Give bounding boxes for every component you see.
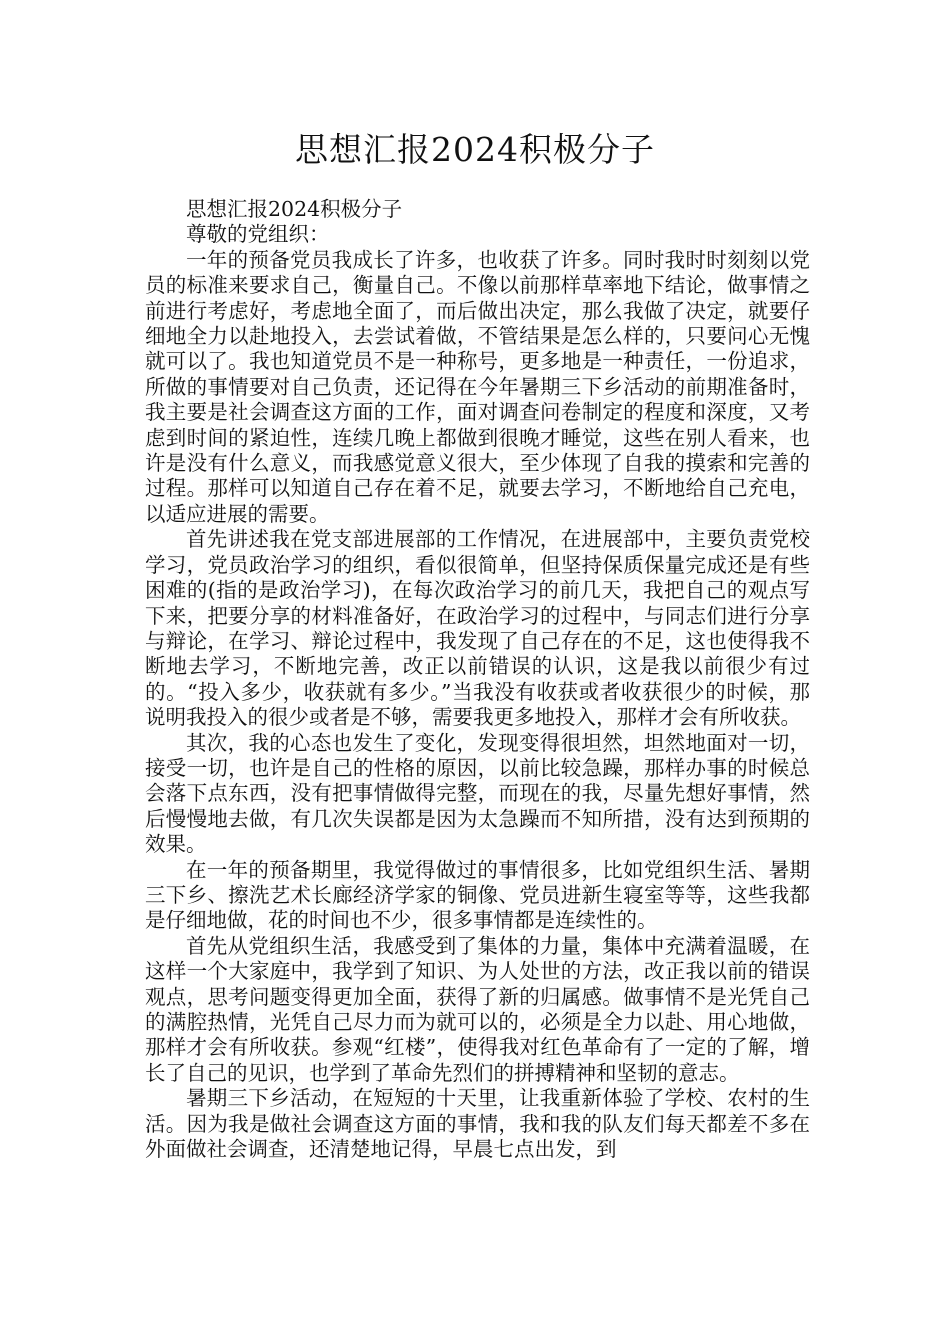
document-subtitle: 思想汇报2024积极分子 [186, 197, 403, 221]
paragraph-4: 在一年的预备期里，我觉得做过的事情很多，比如党组织生活、暑期三下乡、擦洗艺术长廊经济学家的铜像、党员进新生寝室等等，这些我都是仔细地做，花的时间也不少，很多事情都是连续性的。 [145, 857, 810, 933]
paragraph-6: 暑期三下乡活动，在短短的十天里，让我重新体验了学校、农村的生活。因为我是做社会调查这方面的事情，我和我的队友们每天都差不多在外面做社会调查，还清楚地记得，早晨七点出发，到 [145, 1086, 810, 1162]
paragraph-5: 首先从党组织生活，我感受到了集体的力量，集体中充满着温暖，在这样一个大家庭中，我学到了知识、为人处世的方法，改正我以前的错误观点，思考问题变得更加全面，获得了新的归属感。做事情不是光凭自己的满腔热情，光凭自己尽力而为就可以的，必须是全力以赴、用心地做，那样才会有所收获。参观“红楼”，使得我对红色革命有了一定的了解，增长了自己的见识，也学到了革命先烈们的拼搏精神和坚韧的意志。 [145, 933, 810, 1085]
paragraph-1: 一年的预备党员我成长了许多，也收获了许多。同时我时时刻刻以党员的标准来要求自己，衡量自己。不像以前那样草率地下结论，做事情之前进行考虑好，考虑地全面了，而后做出决定，那么我做了决定，就要仔细地全力以赴地投入，去尝试着做，不管结果是怎么样的，只要问心无愧就可以了。我也知道党员不是一种称号，更多地是一种责任，一份追求，所做的事情要对自己负责，还记得在今年暑期三下乡活动的前期准备时，我主要是社会调查这方面的工作，面对调查问卷制定的程度和深度，又考虑到时间的紧迫性，连续几晚上都做到很晚才睡觉，这些在别人看来，也许是没有什么意义，而我感觉意义很大，至少体现了自我的摸索和完善的过程。那样可以知道自己存在着不足，就要去学习，不断地给自己充电，以适应进展的需要。 [145, 247, 810, 526]
salutation: 尊敬的党组织： [186, 222, 330, 247]
document-title: 思想汇报2024积极分子 [295, 130, 655, 169]
document-body [145, 197, 810, 1162]
paragraph-2: 首先讲述我在党支部进展部的工作情况，在进展部中，主要负责党校学习，党员政治学习的组织，看似很简单，但坚持保质保量完成还是有些困难的(指的是政治学习)，在每次政治学习的前几天，我把自己的观点写下来，把要分享的材料准备好，在政治学习的过程中，与同志们进行分享与辩论，在学习、辩论过程中，我发现了自己存在的不足，这也使得我不断地去学习，不断地完善，改正以前错误的认识，这是我以前很少有过的。“投入多少，收获就有多少。”当我没有收获或者收获很少的时候，那说明我投入的很少或者是不够，需要我更多地投入，那样才会有所收获。 [145, 527, 810, 730]
paragraph-3: 其次，我的心态也发生了变化，发现变得很坦然，坦然地面对一切，接受一切，也许是自己的性格的原因，以前比较急躁，那样办事的时候总会落下点东西，没有把事情做得完整，而现在的我，尽量先想好事情，然后慢慢地去做，有几次失误都是因为太急躁而不知所措，没有达到预期的效果。 [145, 730, 810, 857]
